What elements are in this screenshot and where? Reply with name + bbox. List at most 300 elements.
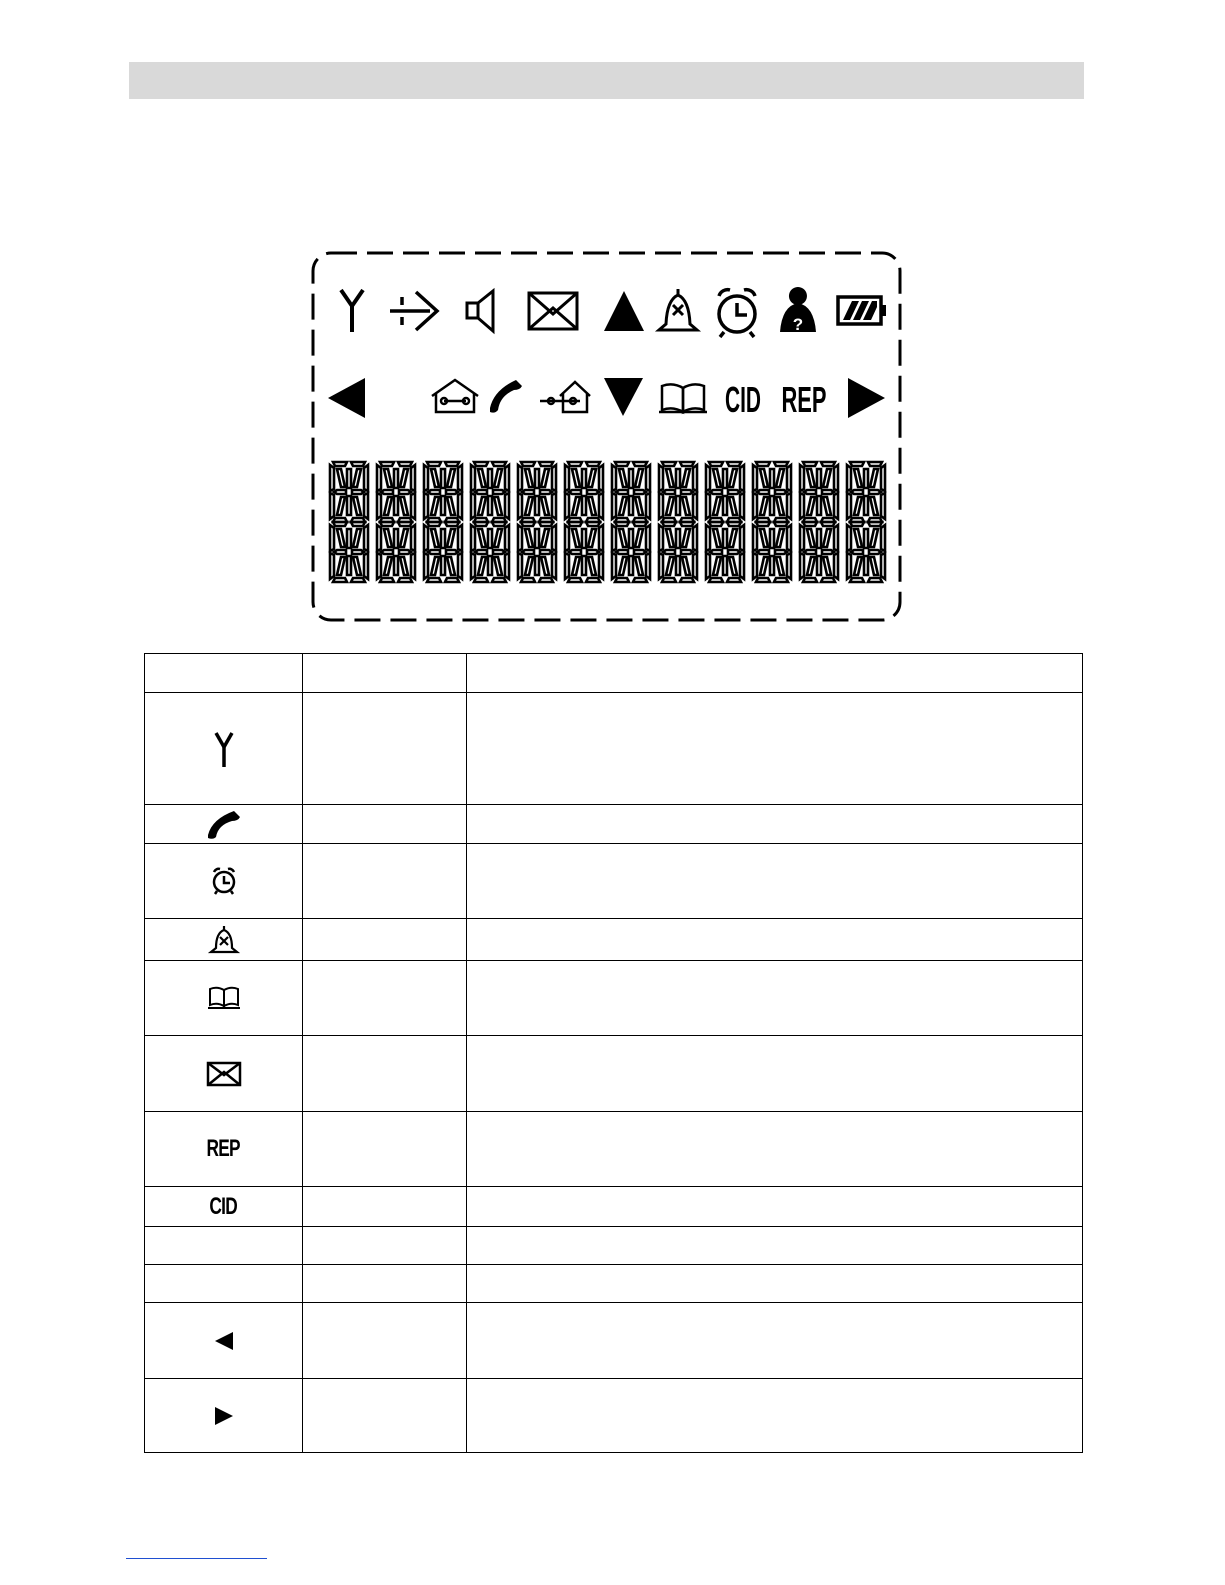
table-row <box>145 1187 1083 1227</box>
intercom-icon <box>390 292 437 330</box>
segment <box>713 529 721 547</box>
segment <box>488 529 492 548</box>
segment <box>493 490 505 494</box>
segment <box>634 550 646 554</box>
segment <box>471 525 475 551</box>
segment <box>525 529 533 547</box>
table-cell <box>467 844 1083 919</box>
segment <box>494 497 502 515</box>
segment <box>693 493 697 519</box>
segment <box>821 578 835 582</box>
segment <box>411 493 415 519</box>
segment <box>817 556 821 575</box>
segment <box>428 490 440 494</box>
segment <box>518 553 522 579</box>
segment <box>646 525 650 551</box>
segment <box>612 493 616 519</box>
segment <box>616 550 628 554</box>
lcd-character-cell <box>330 522 368 582</box>
segment <box>568 462 582 466</box>
segment <box>552 553 556 579</box>
segment <box>729 469 737 487</box>
phone-icon <box>204 809 244 839</box>
segment <box>676 529 680 548</box>
segment <box>662 578 676 582</box>
table-cell <box>303 1036 467 1112</box>
segment <box>471 493 475 519</box>
segment <box>709 578 723 582</box>
icon-cell <box>145 919 303 961</box>
segment <box>400 529 408 547</box>
segment <box>394 469 398 488</box>
segment <box>729 529 737 547</box>
segment <box>822 490 834 494</box>
segment <box>727 462 741 466</box>
segment <box>347 469 351 488</box>
segment <box>774 578 788 582</box>
table-cell <box>303 919 467 961</box>
battery-icon <box>838 297 886 324</box>
segment <box>770 529 774 548</box>
segment <box>431 529 439 547</box>
segment <box>709 522 723 526</box>
segment <box>586 578 600 582</box>
lcd-character-cell <box>659 522 697 582</box>
segment <box>478 557 486 575</box>
segment <box>441 556 445 575</box>
segment <box>539 522 553 526</box>
segment <box>709 462 723 466</box>
segment <box>588 557 596 575</box>
segment <box>377 465 381 491</box>
lcd-character-cell <box>706 462 744 522</box>
segment <box>398 462 412 466</box>
segment <box>488 496 492 515</box>
segment <box>706 493 710 519</box>
segment <box>659 493 663 519</box>
lcd-character-cell <box>471 462 509 522</box>
segment <box>521 462 535 466</box>
segment <box>535 556 539 575</box>
segment <box>364 493 368 519</box>
lcd-character-cell <box>377 522 415 582</box>
segment <box>599 465 603 491</box>
segment <box>411 465 415 491</box>
segment <box>458 525 462 551</box>
left-arrow-icon <box>213 1330 235 1352</box>
lcd-character-cell <box>518 462 556 522</box>
segment <box>475 550 487 554</box>
segment <box>776 497 784 515</box>
segment <box>380 462 394 466</box>
segment <box>424 493 428 519</box>
segment <box>847 553 851 579</box>
segment <box>713 469 721 487</box>
segment <box>823 557 831 575</box>
segment <box>646 553 650 579</box>
segment <box>568 578 582 582</box>
segment <box>676 469 680 488</box>
segment <box>411 553 415 579</box>
segment <box>565 553 569 579</box>
segment <box>337 497 345 515</box>
segment <box>728 550 740 554</box>
segment <box>864 469 868 488</box>
segment <box>424 553 428 579</box>
segment <box>518 465 522 491</box>
segment <box>540 490 552 494</box>
segment <box>817 469 821 488</box>
lcd-character-cell <box>471 522 509 582</box>
segment <box>525 469 533 487</box>
segment <box>505 465 509 491</box>
segment <box>377 553 381 579</box>
segment <box>493 550 505 554</box>
segment <box>723 496 727 515</box>
segment <box>615 462 629 466</box>
segment <box>619 497 627 515</box>
segment <box>565 493 569 519</box>
segment <box>646 493 650 519</box>
segment <box>728 490 740 494</box>
segment <box>680 522 694 526</box>
icon-cell <box>145 1112 303 1187</box>
segment <box>727 578 741 582</box>
segment <box>588 497 596 515</box>
segment <box>381 490 393 494</box>
segment <box>666 469 674 487</box>
segment <box>616 490 628 494</box>
segment <box>706 465 710 491</box>
table-cell <box>467 1303 1083 1379</box>
segment <box>565 525 569 551</box>
segment <box>522 490 534 494</box>
segment <box>394 529 398 548</box>
segment <box>817 529 821 548</box>
segment <box>447 469 455 487</box>
segment <box>662 522 676 526</box>
segment <box>834 525 838 551</box>
segment <box>552 465 556 491</box>
segment <box>864 556 868 575</box>
segment <box>854 497 862 515</box>
segment <box>823 529 831 547</box>
segment <box>377 525 381 551</box>
segment <box>572 529 580 547</box>
segment <box>753 465 757 491</box>
segment <box>681 550 693 554</box>
segment <box>693 525 697 551</box>
segment <box>659 525 663 551</box>
character-cells <box>330 462 885 582</box>
icon-cell <box>145 1265 303 1303</box>
segment <box>330 493 334 519</box>
down-arrow-icon <box>604 378 643 416</box>
segment <box>807 497 815 515</box>
segment <box>850 462 864 466</box>
segment <box>458 553 462 579</box>
segment <box>492 522 506 526</box>
segment <box>822 550 834 554</box>
segment <box>851 550 863 554</box>
segment <box>847 525 851 551</box>
segment <box>572 469 580 487</box>
segment <box>615 522 629 526</box>
lcd-character-cell <box>612 462 650 522</box>
table-cell <box>467 1036 1083 1112</box>
segment <box>881 553 885 579</box>
segment <box>337 469 345 487</box>
envelope-icon <box>206 1060 242 1088</box>
segment <box>587 490 599 494</box>
segment <box>693 553 697 579</box>
segment <box>633 462 647 466</box>
segment <box>807 557 815 575</box>
icon-cell <box>145 1187 303 1227</box>
cid-label: CID <box>725 379 761 420</box>
table-cell <box>467 1227 1083 1265</box>
segment <box>521 522 535 526</box>
segment <box>586 462 600 466</box>
segment <box>539 578 553 582</box>
segment <box>446 490 458 494</box>
header-cell <box>467 654 1083 693</box>
segment <box>492 578 506 582</box>
segment <box>847 465 851 491</box>
segment <box>676 556 680 575</box>
segment <box>588 529 596 547</box>
segment <box>869 550 881 554</box>
table-cell <box>467 1112 1083 1187</box>
segment <box>351 522 365 526</box>
segment <box>834 553 838 579</box>
segment <box>615 578 629 582</box>
segment <box>774 522 788 526</box>
segment <box>364 525 368 551</box>
segment <box>347 496 351 515</box>
segment <box>518 493 522 519</box>
segment <box>505 525 509 551</box>
segment <box>525 557 533 575</box>
table-row <box>145 1036 1083 1112</box>
speaker-icon <box>467 291 493 331</box>
table-cell <box>303 1303 467 1379</box>
segment <box>599 525 603 551</box>
segment <box>330 465 334 491</box>
home-base-icon <box>432 380 478 412</box>
segment <box>424 525 428 551</box>
segment <box>431 497 439 515</box>
segment <box>635 469 643 487</box>
segment <box>868 462 882 466</box>
segment <box>821 522 835 526</box>
table-cell <box>467 1187 1083 1227</box>
segment <box>474 522 488 526</box>
segment <box>760 469 768 487</box>
segment <box>646 465 650 491</box>
icon-cell <box>145 1303 303 1379</box>
segment <box>352 550 364 554</box>
segment <box>612 553 616 579</box>
segment <box>881 465 885 491</box>
segment <box>521 578 535 582</box>
segment <box>599 553 603 579</box>
segment <box>727 522 741 526</box>
segment <box>330 553 334 579</box>
segment <box>377 493 381 519</box>
segment <box>334 550 346 554</box>
segment <box>582 469 586 488</box>
lcd-character-cell <box>330 462 368 522</box>
table-row <box>145 919 1083 961</box>
table-cell <box>303 961 467 1036</box>
segment <box>787 493 791 519</box>
segment <box>870 557 878 575</box>
segment <box>353 469 361 487</box>
segment <box>399 490 411 494</box>
cid-label: CID <box>209 1192 238 1220</box>
segment <box>535 529 539 548</box>
segment <box>680 578 694 582</box>
segment <box>330 525 334 551</box>
segment <box>475 490 487 494</box>
table-row <box>145 805 1083 844</box>
segment <box>351 578 365 582</box>
icon-legend-table <box>144 653 1083 1453</box>
segment <box>441 496 445 515</box>
segment <box>384 557 392 575</box>
segment <box>740 465 744 491</box>
segment <box>474 462 488 466</box>
segment <box>488 556 492 575</box>
icon-cell <box>145 1036 303 1112</box>
segment <box>776 557 784 575</box>
segment <box>347 529 351 548</box>
segment <box>478 469 486 487</box>
table-cell <box>467 805 1083 844</box>
segment <box>505 493 509 519</box>
table-row <box>145 693 1083 805</box>
segment <box>569 490 581 494</box>
segment <box>881 493 885 519</box>
segment <box>471 465 475 491</box>
segment <box>353 497 361 515</box>
segment <box>441 529 445 548</box>
segment <box>723 556 727 575</box>
segment <box>710 490 722 494</box>
lcd-character-cell <box>847 522 885 582</box>
segment <box>565 465 569 491</box>
segment <box>710 550 722 554</box>
segment <box>629 529 633 548</box>
segment <box>868 578 882 582</box>
segment <box>850 522 864 526</box>
segment <box>447 529 455 547</box>
segment <box>757 490 769 494</box>
table-cell <box>467 1265 1083 1303</box>
right-arrow-icon <box>213 1405 235 1427</box>
segment <box>823 497 831 515</box>
antenna-icon <box>212 729 236 769</box>
segment <box>770 556 774 575</box>
segment <box>753 493 757 519</box>
segment <box>333 578 347 582</box>
table-cell <box>303 1379 467 1453</box>
segment <box>804 490 816 494</box>
segment <box>427 522 441 526</box>
segment <box>633 578 647 582</box>
antenna-icon <box>341 290 363 332</box>
segment <box>539 462 553 466</box>
segment <box>800 493 804 519</box>
segment <box>599 493 603 519</box>
segment <box>634 490 646 494</box>
lcd-character-cell <box>565 462 603 522</box>
segment <box>400 497 408 515</box>
segment <box>398 578 412 582</box>
segment <box>635 557 643 575</box>
segment <box>881 525 885 551</box>
rep-label: REP <box>781 379 827 420</box>
segment <box>740 493 744 519</box>
segment <box>729 557 737 575</box>
segment <box>552 525 556 551</box>
segment <box>760 497 768 515</box>
segment <box>541 557 549 575</box>
segment <box>774 462 788 466</box>
segment <box>619 557 627 575</box>
segment <box>663 550 675 554</box>
segment <box>381 550 393 554</box>
segment <box>807 529 815 547</box>
table-cell <box>467 1379 1083 1453</box>
table-row <box>145 1112 1083 1187</box>
segment <box>525 497 533 515</box>
segment <box>505 553 509 579</box>
segment <box>756 522 770 526</box>
segment <box>723 529 727 548</box>
segment <box>582 529 586 548</box>
segment <box>680 462 694 466</box>
table-cell <box>303 1265 467 1303</box>
segment <box>854 469 862 487</box>
segment <box>753 525 757 551</box>
segment <box>446 550 458 554</box>
lcd-character-cell <box>424 462 462 522</box>
lcd-character-cell <box>565 522 603 582</box>
right-arrow-icon <box>848 378 885 418</box>
segment <box>619 469 627 487</box>
segment <box>659 465 663 491</box>
segment <box>682 557 690 575</box>
table-row <box>145 961 1083 1036</box>
segment <box>756 578 770 582</box>
segment <box>868 522 882 526</box>
segment <box>834 493 838 519</box>
lcd-character-cell <box>424 522 462 582</box>
segment <box>492 462 506 466</box>
segment <box>756 462 770 466</box>
segment <box>870 469 878 487</box>
segment <box>587 550 599 554</box>
segment <box>834 465 838 491</box>
segment <box>474 578 488 582</box>
segment <box>494 557 502 575</box>
segment <box>787 553 791 579</box>
lcd-character-cell <box>800 462 838 522</box>
segment <box>635 497 643 515</box>
table-row <box>145 1303 1083 1379</box>
